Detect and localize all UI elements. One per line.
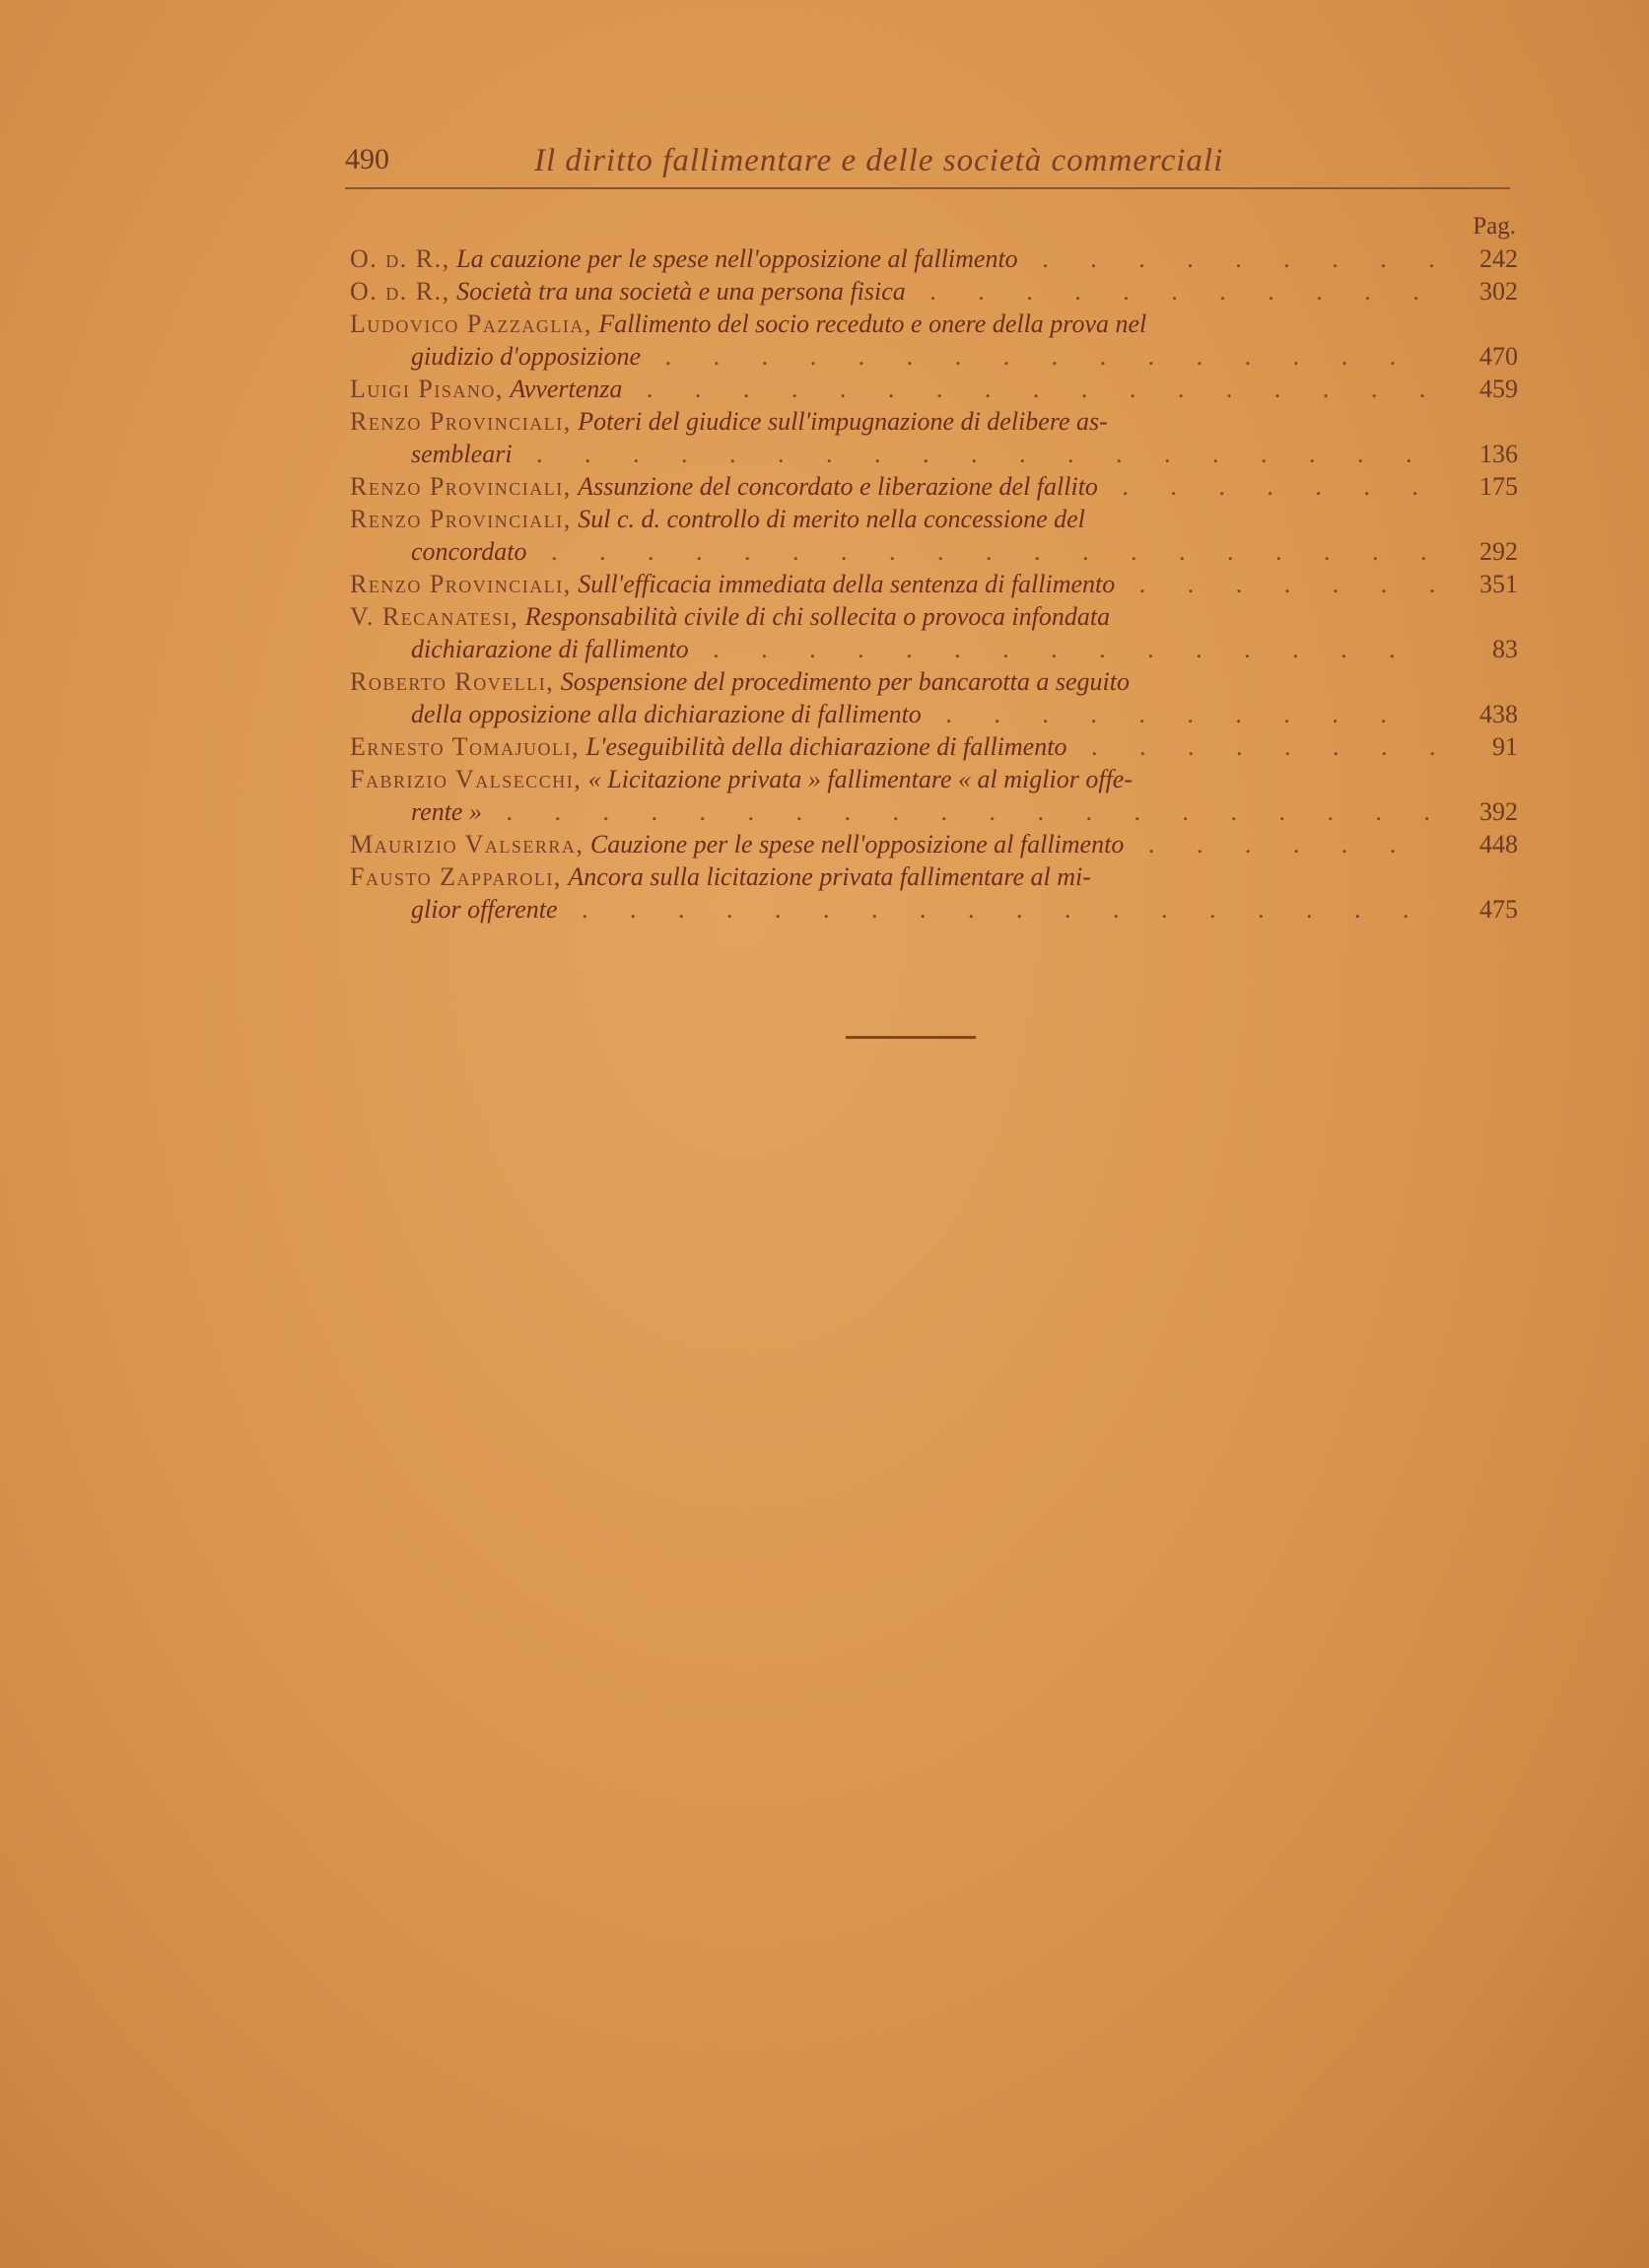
toc-page-number: 448 [1479, 830, 1518, 859]
toc-entry [350, 275, 1518, 308]
table-of-contents [350, 211, 1518, 926]
toc-entry [350, 470, 1518, 503]
dot-leaders: . . . . . . . . . . . . . . . . . . . [526, 537, 1445, 566]
toc-entry [350, 503, 1518, 568]
page-number: 490 [345, 143, 389, 175]
toc-title: Responsabilità civile di chi sollecita o provoca infondata [524, 602, 1111, 631]
toc-entry-line [350, 763, 1518, 795]
toc-page-number: 392 [1479, 797, 1518, 826]
toc-author: O. d. R., [350, 277, 450, 306]
toc-author: Ernesto Tomajuoli, [350, 732, 580, 761]
toc-title: La cauzione per le spese nell'opposizione al fallimento [456, 244, 1018, 273]
toc-entry [350, 568, 1518, 600]
toc-page-number: 438 [1479, 700, 1518, 728]
toc-page-number: 475 [1479, 895, 1518, 924]
toc-title: rente » [411, 797, 482, 826]
toc-title: Società tra una società e una persona fisica [456, 277, 906, 306]
toc-page-number: 470 [1479, 342, 1518, 371]
toc-title: Sul c. d. controllo di merito nella concessione del [578, 505, 1085, 533]
toc-entry-line [350, 308, 1518, 340]
header-rule [345, 187, 1510, 189]
toc-page-number: 83 [1492, 635, 1518, 663]
toc-entry [350, 828, 1518, 860]
toc-author: Roberto Rovelli, [350, 667, 555, 696]
toc-title: Avvertenza [510, 375, 623, 403]
toc-author: Renzo Provinciali, [350, 407, 572, 436]
toc-entry-line [350, 535, 1518, 568]
toc-page-number: 292 [1479, 537, 1518, 566]
toc-page-number: 459 [1479, 375, 1518, 403]
dot-leaders: . . . . . . . [1097, 472, 1436, 501]
toc-title: Sospensione del procedimento per bancarotta a seguito [560, 667, 1130, 696]
toc-author: O. d. R., [350, 244, 450, 273]
running-title: Il diritto fallimentare e delle società commerciali [534, 143, 1224, 178]
dot-leaders: . . . . . . . . . . . . . . . . . . . . [481, 797, 1448, 826]
toc-title: dichiarazione di fallimento [411, 635, 689, 663]
toc-title: Cauzione per le spese nell'opposizione al fallimento [589, 830, 1125, 859]
toc-author: Luigi Pisano, [350, 375, 504, 403]
toc-title: della opposizione alla dichiarazione di fallimento [411, 700, 922, 728]
toc-title: glior offerente [411, 895, 558, 924]
toc-entry-line [350, 633, 1518, 665]
dot-leaders: . . . . . . . [1115, 570, 1454, 598]
dot-leaders: . . . . . . [1124, 830, 1414, 859]
toc-title: L'eseguibilità della dichiarazione di fallimento [585, 732, 1067, 761]
dot-leaders: . . . . . . . . . . . . . . . [688, 635, 1413, 663]
toc-entry-line [350, 893, 1518, 926]
toc-entry-line [350, 503, 1518, 535]
toc-page-number: 351 [1479, 570, 1518, 598]
toc-author: Renzo Provinciali, [350, 505, 572, 533]
toc-page-number: 136 [1479, 440, 1518, 468]
toc-title: Assunzione del concordato e liberazione del fallito [578, 472, 1098, 501]
toc-author: Renzo Provinciali, [350, 570, 572, 598]
toc-title: giudizio d'opposizione [411, 342, 642, 371]
toc-entry-line [350, 275, 1518, 308]
dot-leaders: . . . . . . . . . . [921, 700, 1405, 728]
toc-entry [350, 860, 1518, 926]
page-header [345, 143, 1508, 192]
toc-entry [350, 308, 1518, 373]
toc-entry-line [350, 665, 1518, 698]
toc-author: Renzo Provinciali, [350, 472, 572, 501]
toc-entry-line [350, 730, 1518, 763]
toc-entry [350, 242, 1518, 275]
toc-entry [350, 763, 1518, 828]
toc-title: Fallimento del socio receduto e onere della prova nel [598, 309, 1147, 338]
toc-title: Poteri del giudice sull'impugnazione di delibere as- [578, 407, 1108, 436]
dot-leaders: . . . . . . . . . . . . . . . . . . . [512, 440, 1430, 468]
pag-label: Pag. [1473, 213, 1516, 240]
toc-entry [350, 665, 1518, 730]
toc-entry-line [350, 405, 1518, 438]
end-rule [846, 1036, 976, 1039]
toc-title: sembleari [411, 440, 513, 468]
toc-entry-line [350, 860, 1518, 893]
toc-page-number: 302 [1479, 277, 1518, 306]
toc-author: Fabrizio Valsecchi, [350, 765, 583, 793]
toc-page-number: 175 [1479, 472, 1518, 501]
toc-entry-line [350, 373, 1518, 405]
toc-page-number: 242 [1479, 244, 1518, 273]
toc-entry-line [350, 470, 1518, 503]
dot-leaders: . . . . . . . . . . . [905, 277, 1437, 306]
toc-entry-line [350, 698, 1518, 730]
toc-entry-line [350, 795, 1518, 828]
toc-entry-line [350, 242, 1518, 275]
toc-title: concordato [411, 537, 527, 566]
toc-entry [350, 373, 1518, 405]
toc-entry [350, 405, 1518, 470]
dot-leaders: . . . . . . . . . . . . . . . . [641, 342, 1414, 371]
toc-title: Ancora sulla licitazione privata fallimentare al mi- [568, 862, 1091, 891]
toc-entry-line [350, 568, 1518, 600]
toc-entries [350, 242, 1518, 926]
toc-entry-line [350, 600, 1518, 633]
toc-entry-line [350, 828, 1518, 860]
toc-author: Maurizio Valserra, [350, 830, 584, 859]
toc-title: « Licitazione privata » fallimentare « al miglior offe- [587, 765, 1133, 793]
dot-leaders: . . . . . . . . . . . . . . . . . [622, 375, 1444, 403]
toc-entry [350, 600, 1518, 665]
toc-title: Sull'efficacia immediata della sentenza di fallimento [578, 570, 1116, 598]
toc-author: Fausto Zapparoli, [350, 862, 562, 891]
dot-leaders: . . . . . . . . . [1017, 244, 1453, 273]
dot-leaders: . . . . . . . . [1066, 732, 1454, 761]
toc-page-number: 91 [1492, 732, 1518, 761]
toc-author: Ludovico Pazzaglia, [350, 309, 592, 338]
toc-entry-line [350, 438, 1518, 470]
dot-leaders: . . . . . . . . . . . . . . . . . . [557, 895, 1427, 924]
toc-entry-line [350, 340, 1518, 373]
toc-author: V. Recanatesi, [350, 602, 519, 631]
toc-entry [350, 730, 1518, 763]
